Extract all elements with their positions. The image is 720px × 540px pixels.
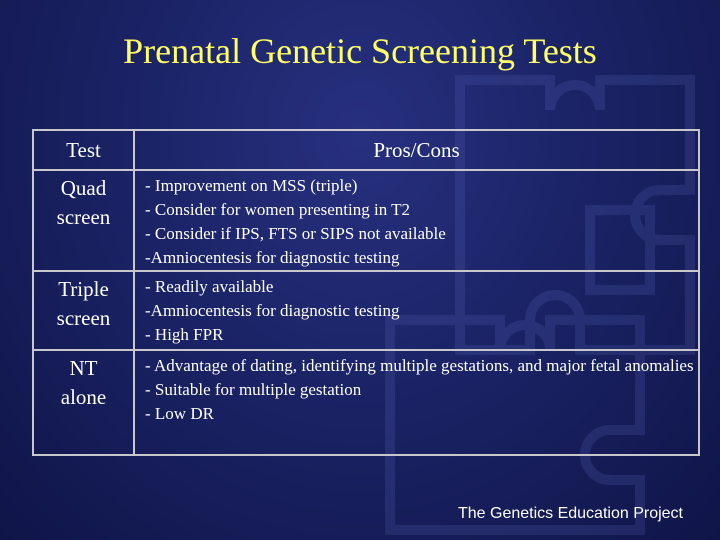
table-row <box>33 350 699 455</box>
list-item: - High FPR <box>145 325 224 344</box>
table-row <box>33 170 699 271</box>
pros-cons-cell <box>134 170 699 271</box>
list-item: -Amniocentesis for diagnostic testing <box>145 301 400 320</box>
slide-title: Prenatal Genetic Screening Tests <box>123 31 597 71</box>
list-item: - Consider for women presenting in T2 <box>145 200 411 219</box>
list-item: - Advantage of dating, identifying multiple gestations, and major fetal anomalies <box>145 356 694 375</box>
footer-credit: The Genetics Education Project <box>457 505 683 522</box>
pros-cons-cell <box>134 271 699 350</box>
header-test: Test <box>33 130 134 170</box>
table-header-row <box>33 130 699 170</box>
list-item: - Low DR <box>145 404 214 423</box>
list-item: -Amniocentesis for diagnostic testing <box>145 248 400 267</box>
test-name: screen <box>56 306 111 330</box>
list-item: - Improvement on MSS (triple) <box>145 176 358 195</box>
list-item: - Suitable for multiple gestation <box>145 380 362 399</box>
test-name: Quad <box>60 176 107 200</box>
pros-cons-cell <box>134 350 699 455</box>
table-row <box>33 271 699 350</box>
test-cell <box>33 350 134 455</box>
test-name: NT <box>69 356 98 380</box>
test-name: Triple <box>58 277 109 301</box>
test-cell <box>33 271 134 350</box>
test-name: alone <box>60 385 107 409</box>
screening-table <box>32 129 700 456</box>
test-name: screen <box>56 205 111 229</box>
header-pros-cons: Pros/Cons <box>134 130 699 170</box>
test-cell <box>33 170 134 271</box>
list-item: - Readily available <box>145 277 274 296</box>
list-item: - Consider if IPS, FTS or SIPS not available <box>145 224 446 243</box>
